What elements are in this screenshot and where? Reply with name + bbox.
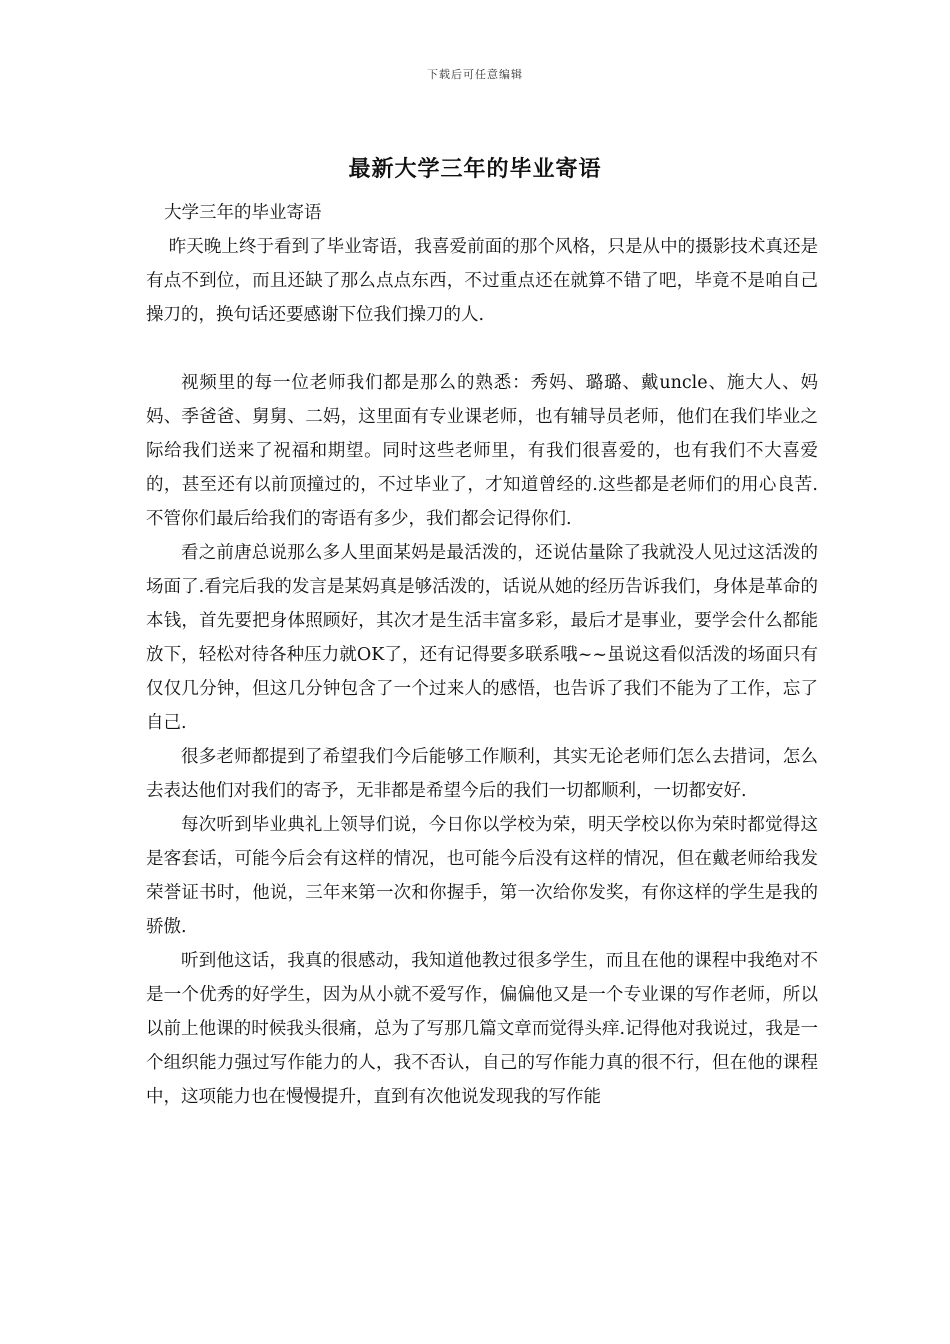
paragraph: 听到他这话，我真的很感动，我知道他教过很多学生，而且在他的课程中我绝对不是一个优秀的好学生，因为从小就不爱写作，偏偏他又是一个专业课的写作老师，所以以前上他课的时候我头很痛，总为了写那几篇文章而觉得头痒.记得他对我说过，我是一个组织能力强过写作能力的人，我不否认，自己的写作能力真的很不行，但在他的课程中，这项能力也在慢慢提升，直到有次他说发现我的写作能	[146, 951, 818, 1107]
paragraph: 每次听到毕业典礼上领导们说，今日你以学校为荣，明天学校以你为荣时都觉得这是客套话，可能今后会有这样的情况，也可能今后没有这样的情况，但在戴老师给我发荣誉证书时，他说，三年来第一次和你握手，第一次给你发奖，有你这样的学生是我的骄傲.	[146, 815, 818, 937]
paragraph: 昨天晚上终于看到了毕业寄语，我喜爱前面的那个风格，只是从中的摄影技术真还是有点不到位，而且还缺了那么点点东西，不过重点还在就算不错了吧，毕竟不是咱自己操刀的，换句话还要感谢下位我们操刀的人.	[146, 237, 818, 325]
document-subtitle: 大学三年的毕业寄语	[164, 203, 322, 223]
document-title: 最新大学三年的毕业寄语	[348, 157, 602, 182]
paragraph: 视频里的每一位老师我们都是那么的熟悉：秀妈、璐璐、戴uncle、施大人、妈妈、季爸爸、舅舅、二妈，这里面有专业课老师，也有辅导员老师，他们在我们毕业之际给我们送来了祝福和期望。同时这些老师里，有我们很喜爱的，也有我们不大喜爱的，甚至还有以前顶撞过的，不过毕业了，才知道曾经的.这些都是老师们的用心良苦.不管你们最后给我们的寄语有多少，我们都会记得你们.	[146, 373, 818, 529]
header-note: 下载后可任意编辑	[427, 68, 523, 81]
paragraph: 看之前唐总说那么多人里面某妈是最活泼的，还说估量除了我就没人见过这活泼的场面了.看完后我的发言是某妈真是够活泼的，话说从她的经历告诉我们，身体是革命的本钱，首先要把身体照顾好，其次才是生活丰富多彩，最后才是事业，要学会什么都能放下，轻松对待各种压力就OK了，还有记得要多联系哦~~虽说这看似活泼的场面只有仅仅几分钟，但这几分钟包含了一个过来人的感悟，也告诉了我们不能为了工作，忘了自己.	[146, 543, 818, 733]
document-body	[146, 196, 818, 1114]
paragraph: 很多老师都提到了希望我们今后能够工作顺利，其实无论老师们怎么去措词，怎么去表达他们对我们的寄予，无非都是希望今后的我们一切都顺利，一切都安好.	[146, 747, 818, 801]
